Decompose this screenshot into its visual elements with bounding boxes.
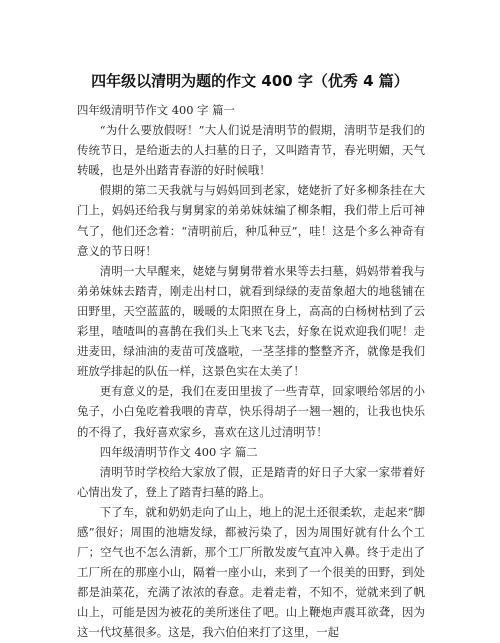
- document-body: [77, 100, 425, 643]
- section-heading: 四年级清明节作文 400 字 篇二: [99, 444, 258, 459]
- paragraph: 下了车，就和奶奶走向了山上，地上的泥土还很柔软，走起来“脚感”很好；周围的池塘发绿，都被污染了，因为周围好就有什么个工厂；空气也不怎么清新，那个工厂所散发废气直冲入鼻。终于走出了工厂所在的那座小山，隔着一座小山，来到了一个很美的田野，到处都是油菜花，充满了浓浓的春意。走着走着，不知不，觉就来到了帆山上，可能是因为被花的美所迷住了吧。山上鞭炮声震耳欲聋，因为这一代坟墓很多。这是，我六伯伯来打了这里，一起: [77, 504, 425, 640]
- paragraph: “为什么要放假呀！”大人们说是清明节的假期，清明节是我们的传统节日，是给逝去的人扫墓的日子，又叫踏青节，春光明媚，天气转暖，也是外出踏青春游的好时候哦！: [77, 123, 425, 178]
- paragraph: 假期的第二天我就与与妈妈回到老家，姥姥折了好多柳条挂在大门上，妈妈还给我与舅舅家的弟弟妹妹编了柳条帽，我们带上后可神气了，他们还念着：“清明前后，种瓜种豆”，哇！这是个多么神奇有意义的节日呀！: [77, 183, 425, 258]
- paragraph: 更有意义的是，我们在麦田里拔了一些青草，回家喂给邻居的小兔子，小白兔吃着我喂的青草，快乐得胡子一翘一翘的，让我也快乐的不得了，我好喜欢家乡，喜欢在这儿过清明节！: [77, 384, 425, 439]
- paragraph: 清明节时学校给大家放了假，正是踏青的好日子大家一家带着好心情出发了，登上了踏青扫墓的路上。: [77, 464, 425, 499]
- section-heading: 四年级清明节作文 400 字 篇一: [77, 103, 235, 117]
- document-title: 四年级以清明为题的作文 400 字（优秀 4 篇）: [91, 72, 409, 90]
- paragraph: 清明一大早醒来，姥姥与舅舅带着水果等去扫墓，妈妈带着我与弟弟妹妹去踏青，刚走出村口，就看到绿绿的麦苗象超大的地毯铺在田野里，天空蓝蓝的，暖暖的太阳照在身上，高高的白杨树枯到了云彩里，喳喳叫的喜鹊在我们头上飞来飞去，好象在说欢迎我们呢！走进麦田，绿油油的麦苗可茂盛啦，一茎茎排的整整齐齐，就像是我们班放学排起的队伍一样，这景色实在太美了！: [77, 263, 425, 379]
